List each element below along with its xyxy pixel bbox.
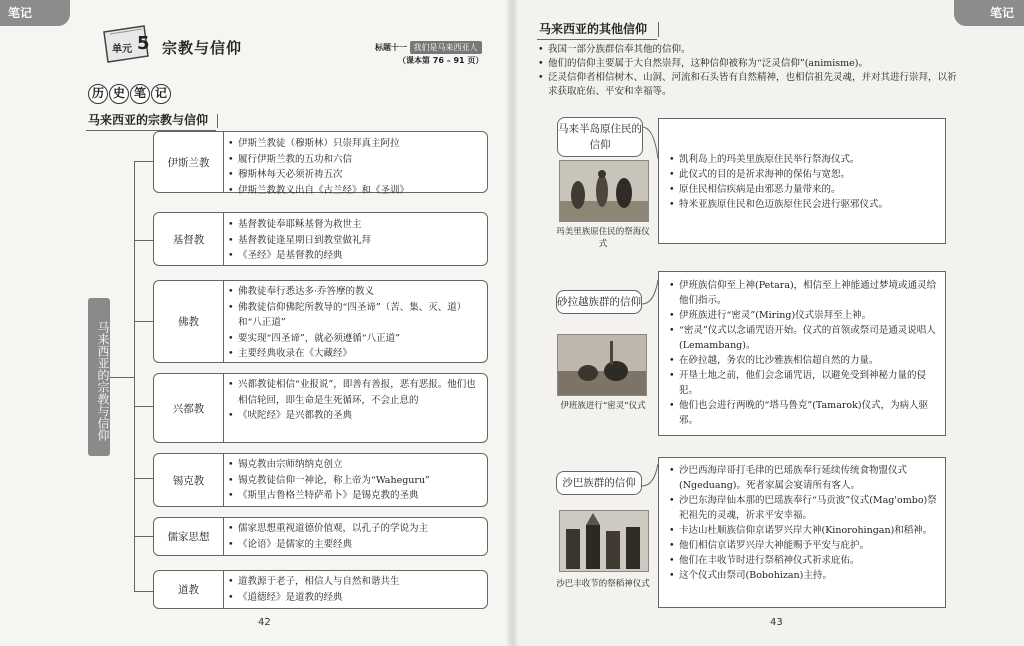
- religion-name: 兴都教: [154, 374, 224, 442]
- notes-heading: [88, 84, 172, 104]
- notes-heading-char: 笔: [130, 84, 150, 104]
- tree-branch: [134, 406, 153, 407]
- photo-sabah-harvest: [559, 510, 649, 572]
- religion-item: • 佛教徒信仰佛陀所教导的“四圣谛”（苦、集、灭、道）和“八正道”: [228, 300, 481, 331]
- photo-iban-miring: [557, 334, 647, 396]
- unit-title: 宗教与信仰: [162, 39, 243, 57]
- religion-item: • 基督教徒奉耶稣基督为救世主: [228, 217, 481, 233]
- religion-name: 基督教: [154, 213, 224, 265]
- photo-orang-asli-ritual: [559, 160, 649, 222]
- group-items: [669, 152, 937, 212]
- photo-caption: 玛美里族原住民的祭海仪式: [556, 227, 650, 249]
- group-item: • 原住民相信疾病是由邪恶力量带来的。: [669, 182, 937, 197]
- unit-number: 5: [137, 33, 150, 54]
- group-item: • 伊班族进行“密灵”(Miring)仪式崇拜至上神。: [669, 308, 937, 323]
- topic-pages: （课本第 76 – 91 页）: [398, 56, 484, 65]
- section-title-right: 马来西亚的其他信仰: [537, 19, 657, 40]
- section-title: 马来西亚的宗教与信仰: [86, 110, 216, 131]
- religion-card-buddhism: [153, 280, 488, 363]
- religion-card-christianity: [153, 212, 488, 266]
- group-heading-sabah: 沙巴族群的信仰: [556, 471, 642, 495]
- unit-label: 单元: [112, 44, 132, 55]
- religion-item: • 穆斯林每天必须祈祷五次: [228, 167, 481, 183]
- intro-list: [538, 43, 958, 99]
- religion-card-sikhism: [153, 453, 488, 507]
- group-item: • 卡达山杜顺族信仰京诺罗兴岸大神(Kinorohingan)和稻神。: [669, 523, 937, 538]
- religion-item: • 《道德经》是道教的经典: [228, 590, 481, 606]
- book-gutter: [505, 0, 519, 646]
- page-number-left: 42: [258, 617, 271, 628]
- group-heading-peninsular: 马来半岛原住民的信仰: [557, 117, 643, 157]
- religion-item: • 儒家思想重视道德价值观，以孔子的学说为主: [228, 521, 481, 537]
- page-number-right: 43: [770, 617, 783, 628]
- tree-branch: [134, 478, 153, 479]
- religion-name: 佛教: [154, 281, 224, 362]
- religion-item: • 伊斯兰教徒（穆斯林）只崇拜真主阿拉: [228, 136, 481, 152]
- connector-line: [640, 123, 660, 163]
- group-heading-sarawak: 砂拉越族群的信仰: [556, 290, 642, 314]
- tree-trunk: [134, 161, 135, 592]
- religion-items: [228, 136, 481, 198]
- group-item: • 开垦土地之前，他们会念诵咒语，以避免受到神秘力量的侵犯。: [669, 368, 937, 398]
- tree-branch: [134, 161, 153, 162]
- intro-item: • 我国一部分族群信奉其他的信仰。: [538, 43, 958, 57]
- religion-item: • 《斯里古鲁格兰特萨希卜》是锡克教的圣典: [228, 488, 481, 504]
- intro-item: • 他们的信仰主要属于大自然崇拜，这种信仰被称为“泛灵信仰”(animisme)。: [538, 57, 958, 71]
- religion-item: • 《吠陀经》是兴都教的圣典: [228, 408, 481, 424]
- tree-branch: [134, 321, 153, 322]
- intro-item: • 泛灵信仰者相信树木、山洞、河流和石头皆有自然精神，也相信祖先灵魂，并对其进行崇拜，以祈求获取庇佑、平安和幸福等。: [538, 71, 958, 99]
- group-items: [669, 278, 937, 428]
- religion-items: [228, 377, 481, 424]
- religion-item: • 锡克教徒信仰一神论，称上帝为“Waheguru”: [228, 473, 481, 489]
- religion-items: [228, 284, 481, 362]
- group-items: [669, 463, 937, 583]
- religion-items: [228, 521, 481, 552]
- religion-item: • 兴都教徒相信“业报说”，即善有善报，恶有恶报。他们也相信轮回，即生命是生死循环，不会止息的: [228, 377, 481, 408]
- religion-item: • 要实现“四圣谛”，就必须遵循“八正道”: [228, 331, 481, 347]
- religion-items: [228, 217, 481, 264]
- religion-items: [228, 457, 481, 504]
- tree-branch: [134, 240, 153, 241]
- religion-item: • 履行伊斯兰教的五功和六信: [228, 152, 481, 168]
- religion-item: • 伊斯兰教教义出自《古兰经》和《圣训》: [228, 183, 481, 199]
- religion-name: 儒家思想: [154, 518, 224, 555]
- religion-item: • 道教源于老子，相信人与自然和谐共生: [228, 574, 481, 590]
- group-item: • 特米亚族原住民和色迈族原住民会进行驱邪仪式。: [669, 197, 937, 212]
- group-item: • 沙巴西海岸哥打毛律的巴瑶族奉行延续传统食物盟仪式(Ngeduang)。死者家属会宴请所有客人。: [669, 463, 937, 493]
- topic-box: [375, 41, 482, 54]
- group-item: • 伊班族信仰至上神(Petara)，相信至上神能通过梦境或通灵给他们指示。: [669, 278, 937, 308]
- notes-heading-char: 历: [88, 84, 108, 104]
- group-box-sarawak: [658, 271, 946, 436]
- religion-name: 伊斯兰教: [154, 132, 224, 192]
- photo-caption: 伊班族进行“密灵”仪式: [560, 401, 646, 411]
- tree-connector: [110, 377, 135, 378]
- connector-line: [640, 278, 660, 308]
- religion-item: • 锡克教由宗师纳纳克创立: [228, 457, 481, 473]
- religion-name: 锡克教: [154, 454, 224, 506]
- religion-items: [228, 574, 481, 605]
- group-item: • 他们在丰收节时进行祭稻神仪式祈求庇佑。: [669, 553, 937, 568]
- group-item: • 凯利岛上的玛美里族原住民举行祭海仪式。: [669, 152, 937, 167]
- group-box-sabah: [658, 457, 946, 608]
- vertical-label: 马来西亚的宗教与信仰: [88, 298, 110, 456]
- group-item: • 他们也会进行两晚的“塔马鲁克”(Tamarok)仪式，为病人驱邪。: [669, 398, 937, 428]
- religion-card-islam: [153, 131, 488, 196]
- topic-label: 标题十一: [375, 43, 407, 52]
- religion-item: • 佛教徒奉行悉达多·乔答摩的教义: [228, 284, 481, 300]
- religion-name: 道教: [154, 571, 224, 608]
- group-item: • 沙巴东海岸仙本那的巴瑶族奉行“马贡波”仪式(Mag'ombo)祭祀祖先的灵魂，祈求平安幸福。: [669, 493, 937, 523]
- notes-heading-char: 史: [109, 84, 129, 104]
- notes-tab-right: 笔记: [954, 0, 1024, 26]
- religion-item: • 《论语》是儒家的主要经典: [228, 537, 481, 553]
- religion-item: • 主要经典收录在《大藏经》: [228, 346, 481, 362]
- religion-item: • 《圣经》是基督教的经典: [228, 248, 481, 264]
- religion-item: • 基督教徒逢星期日到教堂做礼拜: [228, 233, 481, 249]
- religion-card-hinduism: [153, 373, 488, 443]
- connector-line: [640, 462, 660, 492]
- topic-name: 我们是马来西亚人: [410, 41, 482, 54]
- group-item: • “密灵”仪式以念诵咒语开始。仪式的首领或祭司是通灵说唱人(Lemambang)。: [669, 323, 937, 353]
- group-item: • 在砂拉越，务农的比沙雅族相信超自然的力量。: [669, 353, 937, 368]
- group-item: • 他们相信京诺罗兴岸大神能赐予平安与庇护。: [669, 538, 937, 553]
- photo-caption: 沙巴丰收节的祭稻神仪式: [556, 579, 650, 589]
- group-item: • 此仪式的目的是祈求海神的保佑与宽恕。: [669, 167, 937, 182]
- tree-branch: [134, 536, 153, 537]
- religion-card-confucianism: [153, 517, 488, 556]
- tree-branch: [134, 591, 153, 592]
- notes-heading-char: 记: [151, 84, 171, 104]
- group-box-peninsular: [658, 118, 946, 244]
- religion-card-taoism: [153, 570, 488, 609]
- group-item: • 这个仪式由祭司(Bobohizan)主持。: [669, 568, 937, 583]
- notes-tab-left: 笔记: [0, 0, 70, 26]
